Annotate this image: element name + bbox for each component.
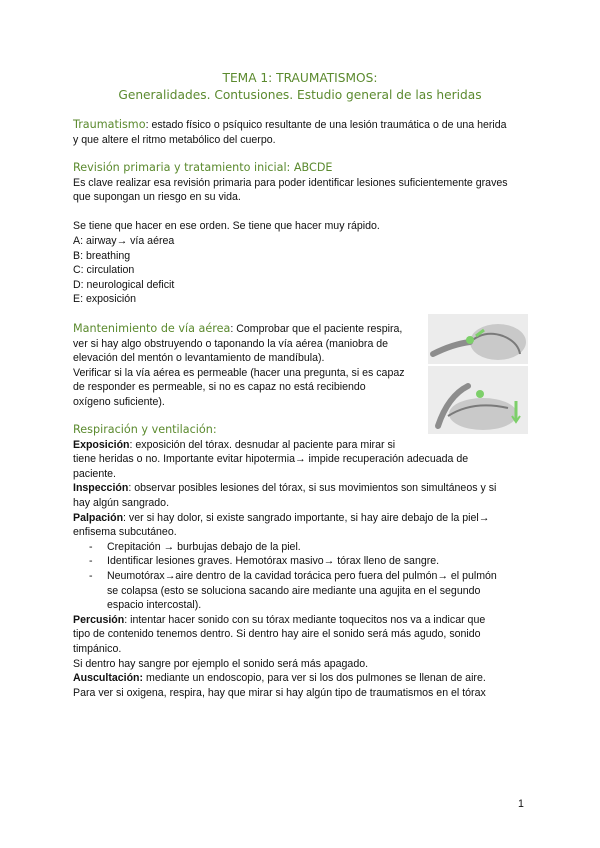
palpacion-line1: : ver si hay dolor, si existe sangrado importante, si hay aire debajo de la piel→ — [123, 511, 490, 524]
inspeccion-line2: hay algún sangrado. — [73, 496, 170, 509]
via-aerea-line6: oxígeno suficiente). — [73, 395, 165, 408]
palpacion-line2: enfisema subcutáneo. — [73, 526, 177, 539]
revision-heading: Revisión primaria y tratamiento inicial: ABCDE — [73, 161, 333, 174]
exposicion-line2: tiene heridas o no. Importante evitar hipotermia→ impide recuperación adecuada de — [73, 453, 469, 466]
neumotorax-line3: espacio intercostal). — [107, 599, 202, 612]
palpacion-list — [73, 540, 528, 613]
list-item: - Crepitación → burbujas debajo de la piel. — [73, 540, 528, 555]
via-aerea-heading: Mantenimiento de vía aérea — [73, 322, 231, 335]
via-aerea-section — [73, 322, 423, 410]
percusion-line2: tipo de contenido tenemos dentro. Si dentro hay aire el sonido será más agudo, sonido — [73, 628, 481, 641]
percusion-line3: timpánico. — [73, 642, 122, 655]
revision-para-line1: Es clave realizar esa revisión primaria para poder identificar lesiones suficientemente graves — [73, 176, 508, 189]
respiracion-section — [73, 423, 528, 700]
traumatismo-definition-text: : estado físico o psíquico resultante de una lesión traumática o de una herida — [145, 119, 507, 131]
via-aerea-line3: elevación del mentón o levantamiento de mandíbula). — [73, 352, 325, 365]
abcde-item-c: C: circulation — [73, 264, 135, 277]
neumotorax-line2: se colapsa (esto se soluciona sacando aire mediante una agujita en el segundo — [107, 584, 481, 597]
via-aerea-line5: de responder es permeable, si no es capaz no está recibiendo — [73, 381, 366, 394]
list-item — [73, 569, 528, 613]
page-number: 1 — [518, 798, 524, 810]
percusion-line4: Si dentro hay sangre por ejemplo el sonido será más apagado. — [73, 657, 369, 670]
revision-order-note: Se tiene que hacer en ese orden. Se tiene que hacer muy rápido. — [73, 220, 380, 233]
via-aerea-line1: : Comprobar que el paciente respira, — [230, 323, 403, 335]
palpacion-label: Palpación — [73, 511, 124, 524]
auscultacion-label: Auscultación: — [73, 672, 144, 685]
document-subtitle: Generalidades. Contusiones. Estudio general de las heridas — [118, 88, 482, 102]
revision-para-line2: que supongan un riesgo en su vida. — [73, 191, 241, 204]
inspeccion-line1: : observar posibles lesiones del tórax, si sus movimientos son simultáneos y si — [128, 482, 497, 495]
respiracion-heading: Respiración y ventilación: — [73, 423, 217, 436]
percusion-label: Percusión — [73, 613, 125, 626]
abcde-item-b: B: breathing — [73, 249, 131, 262]
percusion-line1: : intentar hacer sonido con su tórax mediante toquecitos nos va a indicar que — [124, 613, 486, 626]
via-aerea-line2: ver si hay algo obstruyendo o taponando la vía aérea (maniobra de — [73, 337, 389, 350]
neumotorax-line1: - Neumotórax→aire dentro de la cavidad torácica pero fuera del pulmón→ el pulmón — [107, 569, 497, 582]
exposicion-line3: paciente. — [73, 467, 116, 480]
exposicion-line1: : exposición del tórax. desnudar al paciente para mirar si — [129, 438, 396, 451]
revision-section — [73, 161, 528, 307]
inspeccion-label: Inspección — [73, 482, 129, 495]
list-item: - Identificar lesiones graves. Hemotórax masivo→ tórax lleno de sangre. — [73, 554, 528, 569]
airway-maneuver-image-top — [428, 314, 528, 364]
traumatismo-definition — [73, 118, 528, 147]
exposicion-label: Exposición — [73, 438, 130, 451]
abcde-item-a: A: airway→ vía aérea — [73, 234, 175, 247]
auscultacion-text: mediante un endoscopio, para ver si los dos pulmones se llenan de aire. — [143, 672, 486, 685]
abcde-item-d: D: neurological deficit — [73, 278, 175, 291]
document-title: TEMA 1: TRAUMATISMOS: — [222, 71, 378, 85]
traumatismo-definition-line2: y que altere el ritmo metabólico del cuerpo. — [73, 133, 276, 146]
via-aerea-line4: Verificar si la vía aérea es permeable (hacer una pregunta, si es capaz — [73, 366, 405, 379]
final-line: Para ver si oxigena, respira, hay que mirar si hay algún tipo de traumatismos en el tórax — [73, 686, 486, 699]
abcde-item-e: E: exposición — [73, 293, 137, 306]
traumatismo-term: Traumatismo — [73, 118, 146, 131]
